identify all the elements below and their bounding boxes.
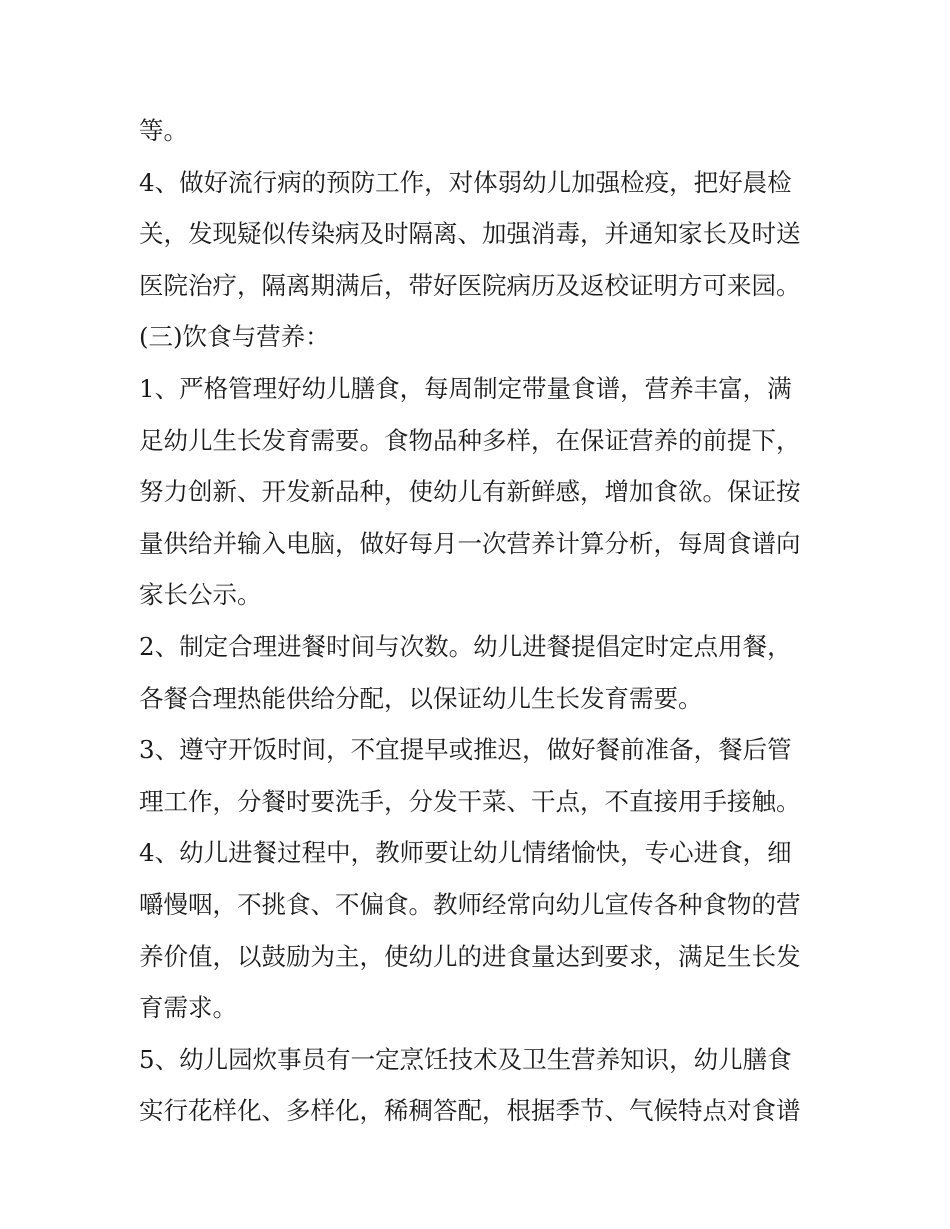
text-line: 1、严格管理好幼儿膳食，每周制定带量食谱，营养丰富，满 — [139, 373, 792, 403]
text-line: 等。 — [139, 116, 188, 145]
text-line: 嚼慢咽，不挑食、不偏食。教师经常向幼儿宣传各种食物的营 — [139, 889, 801, 919]
text-line: 实行花样化、多样化，稀稠答配，根据季节、气候特点对食谱 — [139, 1096, 801, 1126]
text-line: 理工作，分餐时要洗手，分发干菜、干点，不直接用手接触。 — [139, 786, 801, 816]
text-line: 努力创新、开发新品种，使幼儿有新鲜感，增加食欲。保证按 — [139, 477, 801, 507]
document-body — [139, 105, 819, 1137]
text-line: 4、做好流行病的预防工作，对体弱幼儿加强检疫，把好晨检 — [139, 167, 792, 197]
text-line: 家长公示。 — [139, 580, 262, 610]
text-line: 量供给并输入电脑，做好每月一次营养计算分析，每周食谱向 — [139, 528, 801, 558]
text-line: 医院治疗，隔离期满后，带好医院病历及返校证明方可来园。 — [139, 270, 801, 300]
text-line: 足幼儿生长发育需要。食物品种多样，在保证营养的前提下， — [139, 425, 801, 455]
text-line: 养价值，以鼓励为主，使幼儿的进食量达到要求，满足生长发 — [139, 941, 801, 971]
text-line: 5、幼儿园炊事员有一定烹饪技术及卫生营养知识，幼儿膳食 — [139, 1044, 792, 1074]
text-line: 关，发现疑似传染病及时隔离、加强消毒，并通知家长及时送 — [139, 219, 801, 249]
text-line: 3、遵守开饭时间，不宜提早或推迟，做好餐前准备，餐后管 — [139, 735, 792, 765]
text-line: 4、幼儿进餐过程中，教师要让幼儿情绪愉快，专心进食，细 — [139, 838, 792, 868]
section-heading: (三)饮食与营养： — [139, 322, 330, 352]
text-line: 育需求。 — [139, 993, 237, 1023]
text-line: 2、制定合理进餐时间与次数。幼儿进餐提倡定时定点用餐， — [139, 631, 792, 661]
text-line: 各餐合理热能供给分配，以保证幼儿生长发育需要。 — [139, 683, 703, 713]
